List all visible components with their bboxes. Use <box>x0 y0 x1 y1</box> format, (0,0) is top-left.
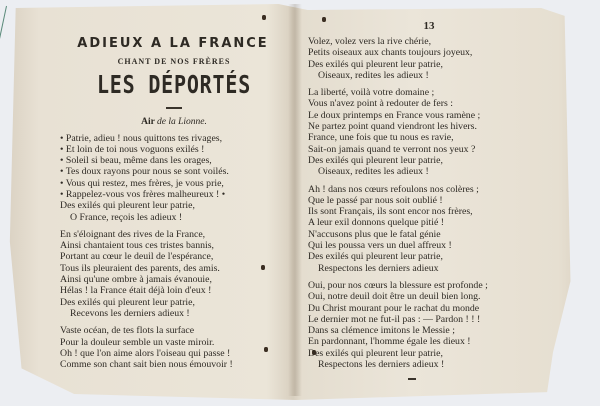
end-rule <box>408 378 416 380</box>
stanza <box>308 87 520 177</box>
verse-line: Sait-on jamais quand te verront nos yeux ? <box>308 143 476 155</box>
page-fold <box>288 4 302 396</box>
air-label <box>60 117 288 127</box>
verse-line: Le doux printemps en France vous ramène ; <box>308 109 481 121</box>
refrain-line: O France, reçois les adieux ! <box>70 211 183 223</box>
air-name: de la Lionne. <box>157 116 207 127</box>
verse-line: Petits oiseaux aux chants toujours joyeux, <box>308 47 473 59</box>
refrain-line: Des exilés qui pleurent leur patrie, <box>308 58 443 70</box>
verse-line: En pardonnant, l'homme égale les dieux ! <box>308 336 471 348</box>
refrain-line: Des exilés qui pleurent leur patrie, <box>60 200 195 212</box>
verse-line: Qui les poussa vers un duel affreux ! <box>308 240 452 252</box>
page-number: 13 <box>423 20 435 32</box>
song-heading: LES DÉPORTÉS <box>96 70 252 99</box>
refrain-line: Des exilés qui pleurent leur patrie, <box>308 154 443 166</box>
stanza <box>60 133 288 223</box>
air-prefix: Air <box>141 116 155 127</box>
verse-line: Le dernier mot ne fut-il pas : — Pardon ! ! ! <box>308 313 481 325</box>
refrain-line: Des exilés qui pleurent leur patrie, <box>60 296 195 308</box>
verse-line: Vous n'avez point à redouter de fers : <box>308 98 453 110</box>
verse-line: Oh ! que l'on aime alors l'oiseau qui passe ! <box>60 347 231 359</box>
verse-line: Ne partez point quand viendront les hivers. <box>308 121 477 133</box>
verse-line: • Vous qui restez, mes frères, je vous prie, <box>60 177 224 189</box>
refrain-line: Oiseaux, redites les adieux ! <box>318 69 429 81</box>
verse-line: • Patrie, adieu ! nous quittons tes rivages, <box>60 132 223 144</box>
verse-line: A leur exil donnons quelque pitié ! <box>308 217 445 229</box>
verse-line: Ah ! dans nos cœurs refoulons nos colères ; <box>308 183 479 195</box>
verse-line: Oui, notre deuil doit être un deuil bien long. <box>308 291 481 303</box>
refrain-line: Respectons les derniers adieux <box>318 262 439 274</box>
background-edge-line <box>0 6 7 172</box>
verse-line: Dans sa clémence imitons le Messie ; <box>308 325 455 337</box>
verse-line: • Rappelez-vous vos frères malheureux ! • <box>60 188 226 200</box>
stanza <box>60 325 288 370</box>
stanza <box>60 229 288 319</box>
song-subtitle: CHANT DE NOS FRÈRES <box>117 57 231 66</box>
verse-line: France, une fois que tu nous es ravie, <box>308 132 454 144</box>
refrain-line: Des exilés qui pleurent leur patrie, <box>308 347 443 359</box>
verse-line: Vaste océan, de tes flots la surface <box>60 325 195 337</box>
verse-line: Portant au cœur le deuil de l'espérance, <box>60 251 214 263</box>
verse-line: N'accusons plus que le fatal génie <box>308 228 441 240</box>
stanza <box>308 36 520 81</box>
verse-line: Hélas ! la France était déjà loin d'eux ! <box>60 285 212 297</box>
right-page <box>308 20 520 380</box>
verse-line: Tous ils pleuraient des parents, des amis. <box>60 262 220 274</box>
title-rule <box>166 107 182 109</box>
verse-line: Pour la douleur semble un vaste miroir. <box>60 336 215 348</box>
verse-line: Comme son chant sait bien nous émouvoir ! <box>60 359 233 371</box>
pinhole <box>262 15 266 20</box>
refrain-line: Des exilés qui pleurent leur patrie, <box>308 251 443 263</box>
verse-line: Oui, pour nos cœurs la blessure est profonde ; <box>308 279 488 291</box>
verse-line: Ainsi chantaient tous ces tristes bannis, <box>60 240 214 252</box>
verse-line: La liberté, voilà votre domaine ; <box>308 87 435 99</box>
song-title: ADIEUX A LA FRANCE <box>77 36 269 51</box>
left-page <box>60 36 288 370</box>
stanza <box>308 184 520 274</box>
verse-line: • Soleil si beau, même dans les orages, <box>60 155 212 167</box>
verse-line: • Tes doux rayons pour nous se sont voilés. <box>60 166 229 178</box>
refrain-line: Oiseaux, redites les adieux ! <box>318 166 429 178</box>
refrain-line: Recevons les derniers adieux ! <box>70 307 190 319</box>
verse-line: Volez, volez vers la rive chérie, <box>308 36 432 47</box>
verse-line: Que le passé par nous soit oublié ! <box>308 194 443 206</box>
verse-line: Du Christ mourant pour le rachat du monde <box>308 302 480 314</box>
refrain-line: Respectons les derniers adieux ! <box>318 359 445 371</box>
verse-line: En s'éloignant des rives de la France, <box>60 228 206 240</box>
stanza <box>308 280 520 370</box>
verse-line: Ils sont Français, ils sont encor nos frères, <box>308 206 473 218</box>
verse-line: • Et loin de toi nous voguons exilés ! <box>60 143 205 155</box>
verse-line: Ainsi qu'une ombre à jamais évanouie, <box>60 274 212 286</box>
